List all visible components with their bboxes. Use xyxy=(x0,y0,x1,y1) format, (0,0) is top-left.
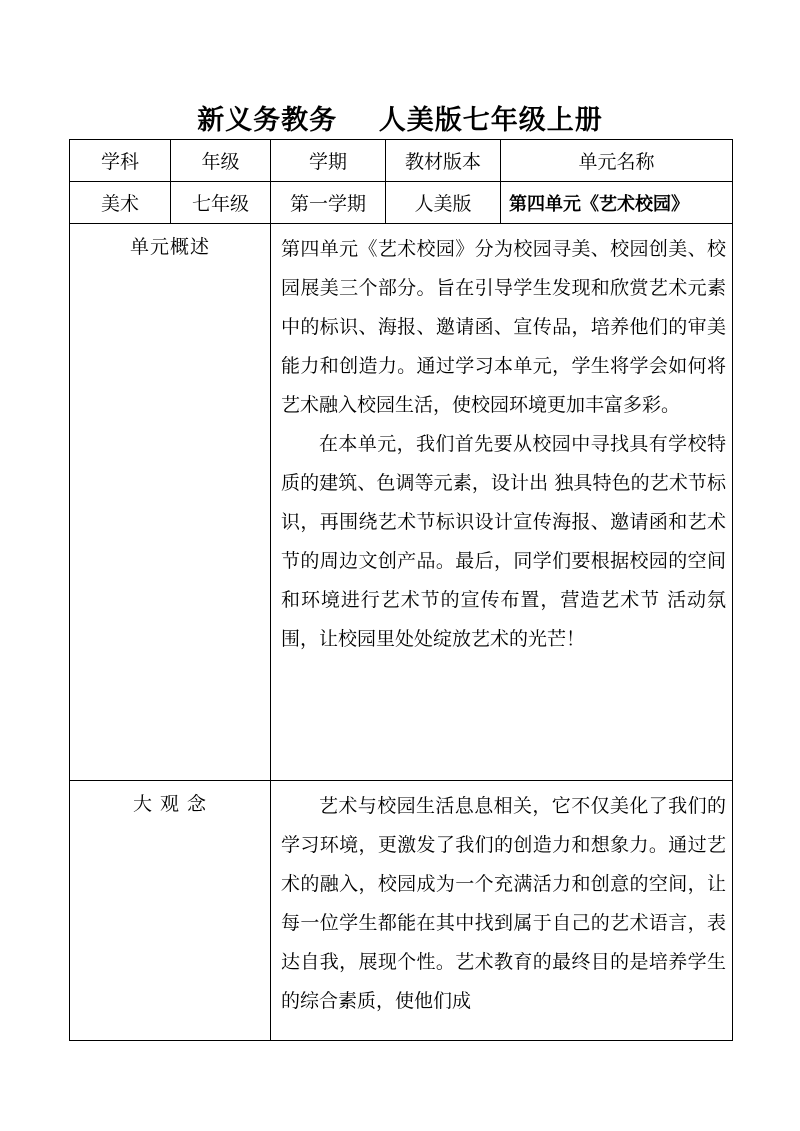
value-unit-name: 第四单元《艺术校园》 xyxy=(501,182,733,224)
concept-content xyxy=(271,781,733,1041)
meta-row xyxy=(70,182,733,224)
concept-paragraph: 艺术与校园生活息息相关，它不仅美化了我们的学习环境，更激发了我们的创造力和想象力。通过艺术的融入，校园成为一个充满活力和创意的空间，让每一位学生都能在其中找到属于自己的艺术语言，表达自我，展现个性。艺术教育的最终目的是培养学生的综合素质，使他们成 xyxy=(281,795,726,1012)
concept-label: 大 观 念 xyxy=(70,781,271,1041)
overview-row xyxy=(70,224,733,781)
overview-content xyxy=(271,224,733,781)
header-subject: 学科 xyxy=(70,140,171,182)
header-row xyxy=(70,140,733,182)
value-grade: 七年级 xyxy=(171,182,271,224)
value-edition: 人美版 xyxy=(386,182,501,224)
document-title: 新义务教务 人美版七年级上册 xyxy=(197,105,603,136)
overview-label: 单元概述 xyxy=(70,224,271,781)
header-unit-name: 单元名称 xyxy=(501,140,733,182)
concept-row xyxy=(70,781,733,1041)
header-semester: 学期 xyxy=(271,140,386,182)
value-subject: 美术 xyxy=(70,182,171,224)
header-grade: 年级 xyxy=(171,140,271,182)
overview-paragraph: 第四单元《艺术校园》分为校园寻美、校园创美、校园展美三个部分。旨在引导学生发现和欣赏艺术元素中的标识、海报、邀请函、宣传品，培养他们的审美能力和创造力。通过学习本单元，学生将学会如何将艺术融入校园生活，使校园环境更加丰富多彩。 xyxy=(281,238,726,416)
overview-paragraph: 在本单元，我们首先要从校园中寻找具有学校特质的建筑、色调等元素，设计出 独具特色的艺术节标识，再围绕艺术节标识设计宣传海报、邀请函和艺术节的周边文创产品。最后，同学们要根据校园的空间和环境进行艺术节的宣传布置，营造艺术节 活动氛围，让校园里处处绽放艺术的光芒！ xyxy=(281,433,726,650)
value-semester: 第一学期 xyxy=(271,182,386,224)
unit-table xyxy=(69,139,733,1041)
header-edition: 教材版本 xyxy=(386,140,501,182)
